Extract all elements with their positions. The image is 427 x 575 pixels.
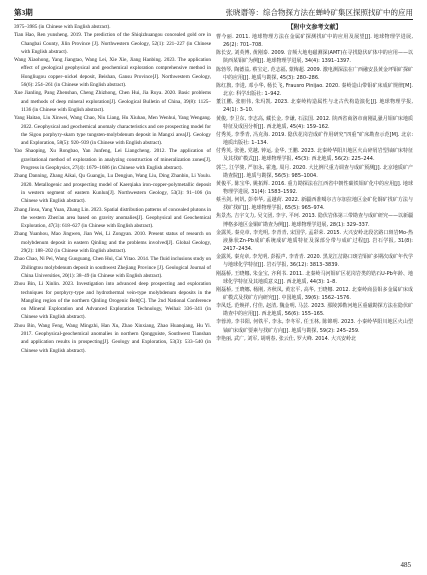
reference-entry: 金露英, 秦克章, 李光明, 彭振声, 李青青. 2020. 黑龙江岔路口斑岩钼矿多期次成矿年代学与地球化学特征[J]. 岩石学报, 36(12): 3813–3839.	[216, 254, 413, 269]
reference-entry: 陈长安, 刘英博, 黄刚泰. 2009. 音频大地电磁测深(AMT)在寻找隐伏矿体中的应用——以陕西某钼矿为例[J]. 地球物理学进展, 34(4): 1391–1397.	[216, 50, 413, 65]
reference-entry: 付秀英, 张弛, 党越, 钟运, 金华, 王鹏. 2023. 北秦岭华阳川地区火山碎屑岩型铀矿床特征及其找矿模式[J]. 地球物理学报, 45(3): 西北地质, 56(2): 225–244.	[216, 148, 413, 163]
header-rule	[14, 19, 413, 20]
reference-entry: 董江鹏, 张朋伟, 朱玛凯. 2023. 北秦岭构造属性与北古代构造演化[J]. 地球物理学报, 24(1): 3–10.	[216, 99, 413, 114]
reference-entry: Tian Hao, Ren yunsheng. 2019. The prediction of the Shiqizhuangou concealed gold ore in Changbai County, Jilin Province [J]. Northwestern Geology, 52(1): 221–227 (in Chinese with English abstract).	[14, 32, 211, 55]
reference-entry: Yang Haitao, Liu Xinwei, Wang Chao, Niu Liang, Hu Xiuhao, Men Wenhui, Yang Wengang. 2022. Geophysical and geochemical anomaly characteristics and ore prospecting model for the Sigou porphyry-skarn type tungsten-molybdenum deposit in Mangxi area[J]. Geology and Exploration, 58(5): 920–939 (in Chinese with English abstract).	[14, 115, 211, 147]
reference-entry: Wang Xiaohong, Yang Jiangtao, Wang Lei, Xie Xie, Jiang Hanbing. 2023. The application effect of geological geophysical and geochemical exploration comprehensive method in Hongliugou copper–nickel deposit, Beishan, Gansu Province[J]. Northwestern Geology, 56(6): 254–261 (in Chinese with English abstract).	[14, 57, 211, 89]
reference-entry: 李凤廷, 范焕祥, 付佳, 赵清, 魏金明, 马芸. 2023. 那陵郭勒河地区重磁勘探方法在隐伏矿勘查中的应用[J]. 西北地质, 56(6): 155–165.	[216, 303, 413, 318]
reference-entry: 蔡丞剑, 何钒, 彭奉华, 孟越荷. 2022. 新疆西准噶尔吉尔加拉地区金矿化铜矿找矿方法与找矿找矿[J]. 地球物理学报, 65(5): 965–974.	[216, 197, 413, 212]
reference-entry: 3975–3985 (in Chinese with English abstract).	[14, 24, 111, 30]
reference-entry: Zhou Bin, Li Xinlin. 2023. Investigation into advanced deep prospecting and exploration techniques for porphyry-type and hydrothermal vein-type molybdenum deposits in the Mangling region of the northern Qinling Orogenic Belt[C]. The 2nd National Conference on Mineral Exploration and Advanced Exploration Technology, Weihai: 336–341 (in Chinese with English abstract).	[14, 281, 211, 321]
page-header	[14, 7, 413, 19]
reference-entry: Zhang Danning, Zhang Aikai, Qu Guangju, Lu Dengjun, Wang Liu, Ding Zhanbin, Li Youlu. 2020. Metallogenic and prospecting model of Kaerqiaka iron-copper-polymetallic deposit in western segment of eastern Kunlun[J]. Northwestern Geology, 53(3): 91–106 (in Chinese with English abstract).	[14, 173, 211, 205]
reference-entry: 金露英, 秦克章, 李光明, 李青青, 宋国学, 孟彩荣. 2015. 大兴安岭北段岔路口斑岩Mo-热液脉状Zn-Pb成矿系统成矿地质特征及深部分带与成矿过程[J]. 岩石学报, 31(8): 2417–2434.	[216, 229, 413, 253]
appendix-title: 【附中文参考文献】	[287, 24, 342, 31]
issue-label: 第3期	[14, 8, 33, 17]
reference-entry: 郭兰, 江学骏, 严加永, 霍逸, 周月. 2020. 大比例尺重力调查与成矿预测[J]. 北京地质矿产勘查院[J]. 地质与勘探, 56(5): 985–1004.	[216, 164, 413, 179]
reference-entry: 陈勃琴, 陶德益, 蔡宝定, 范志福, 蒙梅超. 2009. 激电测深法在广西融安县黄金坪钼矿探矿中的应用[J]. 地质与勘探, 45(3): 280–286.	[216, 66, 413, 81]
reference-entry: 付秀英, 李季青, 冯克海. 2019. 隐伏花岗岩成矿作用研究“四重”矿床勘查示范[M]. 北京: 地质出版社: 1–134.	[216, 131, 413, 147]
reference-entry: Zhou Bin, Wang Feng, Wang Mingzhi, Han Xu, Zhao Xinxiang, Zhao Huanqiang, Hu Yi. 2017. Geophysical-geochemical anomalies in northern Qongguiste, Southwest Tianshan and application results in prospecting[J]. Geology and Exploration, 53(3): 533–540 (in Chinese with English abstract).	[14, 322, 211, 354]
reference-entry: 曹今丽. 2011. 地球物理方法在金属矿探测找矿中的应用及展望[J]. 地球物理学进展, 26(2): 701–708.	[216, 34, 413, 49]
reference-entry: 李蓉涛, 李书阳, 何铁平, 李永, 李冬军, 任玉林, 陈锦明. 2023. 小秦岭华阳川地区火山型铀矿床成矿要素与找矿方向[J]. 地质与勘探, 59(2): 245–259.	[216, 319, 413, 334]
reference-entry: 刚磊桥, 王晓娜, 杨刚, 齐秋凤, 黄宏平, 高华, 王晓娜. 2012. 北秦岭商县钼多金属矿床成矿模式及找矿方向研究[J]. 中国地质, 39(6): 1562–1576.	[216, 286, 413, 301]
page-number: 485	[400, 561, 411, 569]
reference-entry: 焦景杰, 吉宇文力, 吴文团, 李宇, 平珂. 2013. 隐伏岩体第三带勘查与成矿研究——以新疆博格多地区金铜矿勘查为例[J]. 地球物理学进展, 28(1): 329–337.	[216, 213, 413, 228]
english-references-column	[14, 23, 211, 551]
reference-entry: 黄俊, 李卫东, 李志高, 藏长金, 李谦, 石法国. 2012. 陕西省商洛市南刚乩骚月钼矿床地质特征及成因分析[J]. 西北地质, 45(4): 159–162.	[216, 115, 413, 130]
reference-entry: 刚磊桥, 王晓娜, 朱金宝, 齐利书. 2011. 北秦岭马河钼矿区花岗岩类的锆石U-Pb年龄、地球化学特征及其地质意义[J]. 西北地质, 44(3): 1–8.	[216, 270, 413, 285]
reference-entry: Zhao Chao, Ni Pei, Wang Guoguang, Chen Hui, Cai Yitao. 2014. The fluid inclusions study on Zhilingtou molybdenum deposit in southwest Zhejiang Province [J]. Geological Journal of China Universities, 20(1): 38–49 (in Chinese with English abstract).	[14, 256, 211, 279]
reference-entry: Yao Shaoping, Xu Rongbao, Yan Junfeng, Lei Liangcheng. 2012. The application of gravitational method of exploration in analyzing construction of mineralization zones[J]. Progress in Geophysics, 27(4): 1679–1686 (in Chinese with English abstract).	[14, 148, 211, 172]
reference-entry: Zhang Jinsu, Yang Yuan, Zhang Lin. 2023. Spatial distribution patterns of concealed plutons in the western Zhen'an area based on gravity anomalies[J]. Geophysical and Geochemical Exploration, 47(3): 618–627 (in Chinese with English abstract).	[14, 206, 211, 230]
reference-entry: Xue Jianling, Pang Zhenshan, Cheng Zhizhong, Chen Hui, Jia Ruya. 2020. Basic problems and methods of deep mineral exploration[J]. Geological Bulletin of China, 39(8): 1125–1136 (in Chinese with English abstract).	[14, 90, 211, 113]
reference-entry: 李艳丽, 武广, 刘军, 胡明春, 张云仕, 罗大峰. 2014. 大兴安岭北	[216, 335, 356, 342]
chinese-references-column	[216, 23, 413, 551]
reference-entry: Zhang Yuanhou, Mao Jingwen, Jian Wei, Li Zongyan. 2010. Present status of research on molybdenum deposit in eastern Qinling and the problems involved[J]. Global Geology, 29(2): 188–202 (in Chinese with English abstract).	[14, 231, 211, 255]
reference-entry: 黄俊平, 陈宝华, 姚拓辉. 2016. 重力勘探法在江西省中朝性碳铁钼矿化中的应用[J]. 地球物理学进展, 31(4): 1583–1592.	[216, 180, 413, 195]
reference-entry: 陈红旗, 李进, 邓小华, 杨长飞, Frausro Pinijao. 2020. 秦岭造山带钼矿床成矿规律[M]. 北京: 科学出版社: 1–942.	[216, 82, 413, 98]
running-title: 张晓谮等：综合物探方法在蝉岭矿集区探照找矿中的应用	[225, 8, 413, 17]
